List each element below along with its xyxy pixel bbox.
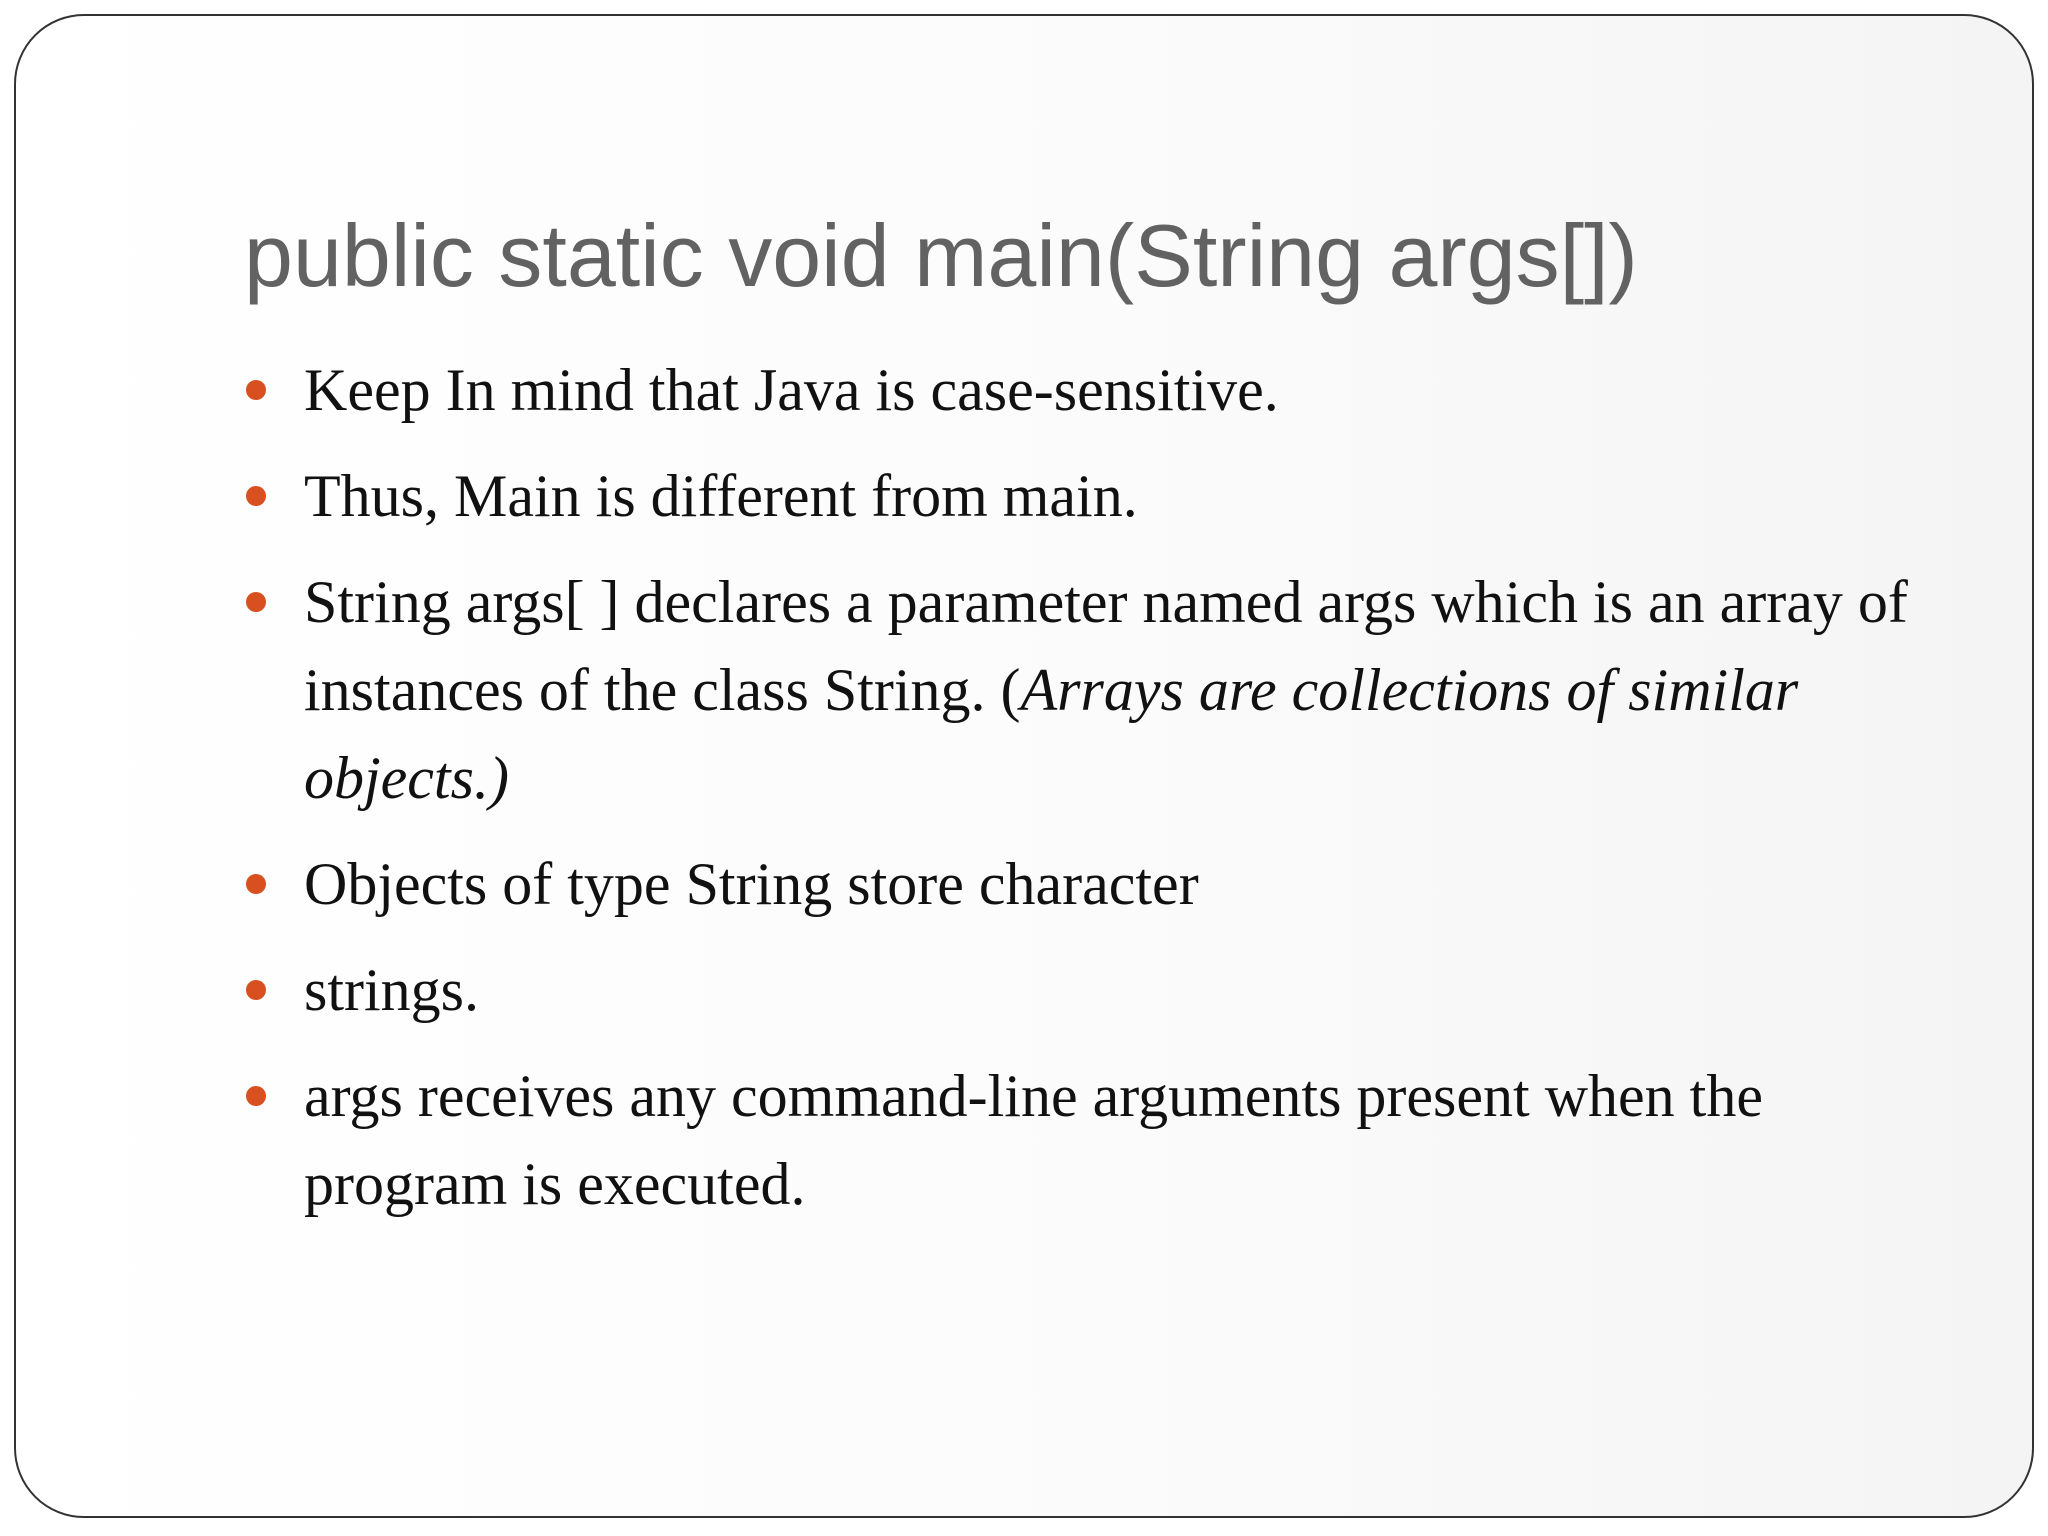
bullet-item: [244, 558, 1944, 822]
slide: [14, 14, 2034, 1518]
bullet-note: Arrays are collections of similar objects.): [304, 657, 1799, 811]
bullet-dot-icon: [246, 592, 266, 612]
bullet-dot-icon: [246, 486, 266, 506]
bullet-item: [244, 1052, 1944, 1228]
bullet-text: Keep In mind that Java is case-sensitive.: [304, 357, 1279, 423]
bullet-item: [244, 346, 1944, 434]
bullet-text: strings.: [304, 957, 480, 1023]
bullet-dot-icon: [246, 874, 266, 894]
bullet-text: Objects of type String store character: [304, 851, 1199, 917]
bullet-item: [244, 840, 1944, 928]
bullet-text: args receives any command-line arguments present when the program is executed.: [304, 1063, 1763, 1217]
bullet-dot-icon: [246, 380, 266, 400]
bullet-list: [244, 346, 1944, 1246]
bullet-text: String args[ ] declares a parameter named args which is an array of instances of the class String. (: [304, 569, 1908, 723]
bullet-text: Thus, Main is different from main.: [304, 463, 1138, 529]
bullet-item: [244, 946, 1944, 1034]
bullet-dot-icon: [246, 1086, 266, 1106]
bullet-dot-icon: [246, 980, 266, 1000]
bullet-item: [244, 452, 1944, 540]
slide-title: public static void main(String args[]): [244, 206, 1638, 305]
